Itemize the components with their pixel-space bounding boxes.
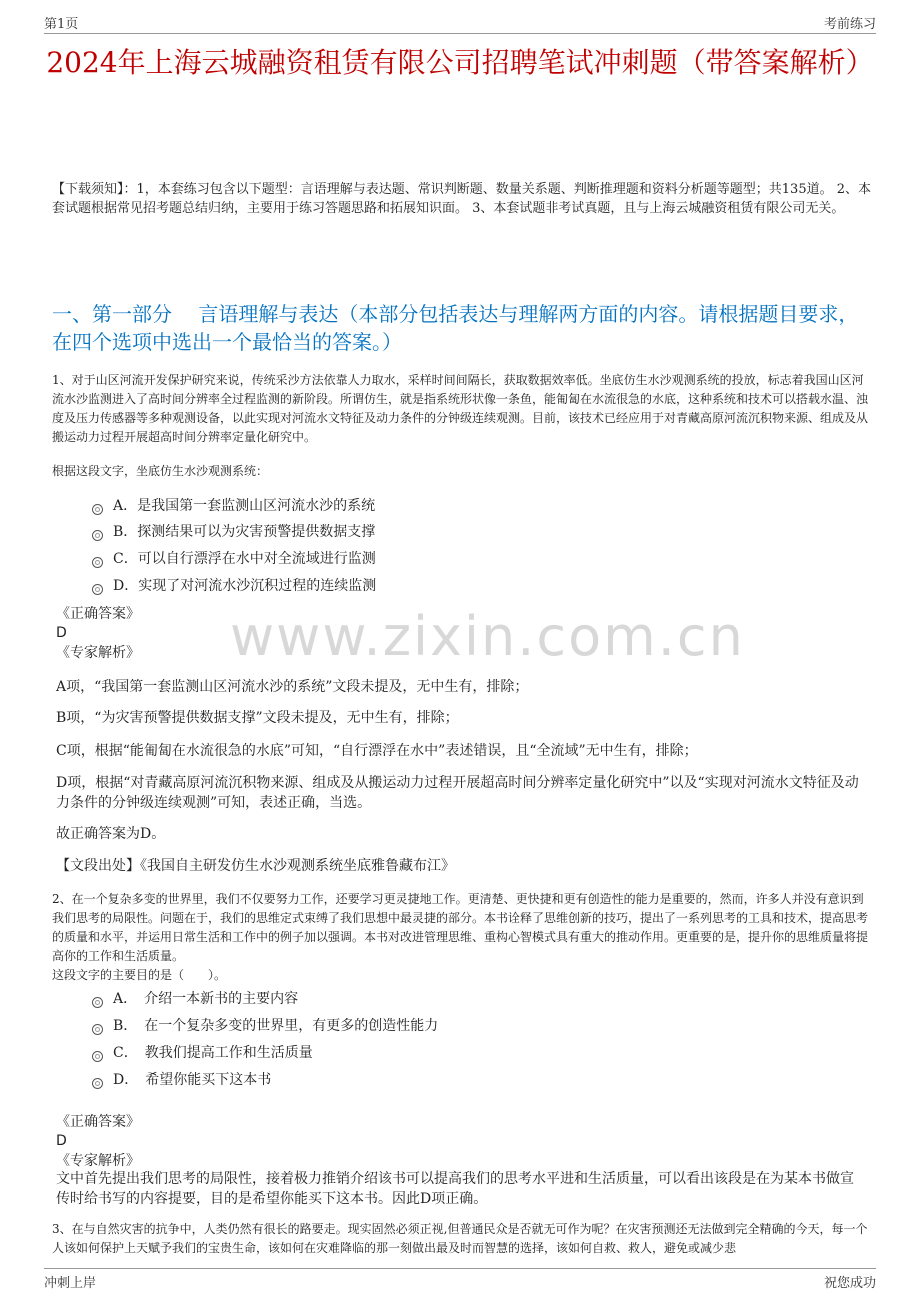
option-label: C． 教我们提高工作和生活质量 xyxy=(113,1045,313,1061)
question-3-stem: 3、在与自然灾害的抗争中，人类仍然有很长的路要走。现实固然必须正视,但普通民众是否就无可作为呢？在灾害预测还无法做到完全精确的今天，每一个人该如何保护上天赋予我们的宝贵生命，该如何在灾难降临的那一刻做出最及时而智慧的选择，该如何自救、救人，避免或减少悲 xyxy=(52,1222,868,1255)
question-1-option-b[interactable] xyxy=(92,522,375,542)
header-right-label: 考前练习 xyxy=(823,17,876,32)
option-label: B．探测结果可以为灾害预警提供数据支撑 xyxy=(113,524,376,540)
radio-icon[interactable] xyxy=(92,504,103,515)
section-heading: 一、第一部分 言语理解与表达（本部分包括表达与理解两方面的内容。请根据题目要求，在四个选项中选出一个最恰当的答案。） xyxy=(52,302,859,354)
answer-value: D xyxy=(56,625,67,641)
page-number: 第1页 xyxy=(44,17,79,32)
question-1-prompt: 根据这段文字，坐底仿生水沙观测系统： xyxy=(52,464,269,478)
option-label: D．实现了对河流水沙沉积过程的连续监测 xyxy=(113,578,377,594)
answer-value: D xyxy=(56,1133,67,1149)
analysis-conclusion: 故正确答案为D。 xyxy=(56,826,166,842)
analysis-line-b: B项，“为灾害预警提供数据支撑”文段未提及，无中生有，排除； xyxy=(56,710,459,726)
radio-icon[interactable] xyxy=(92,1078,103,1089)
analysis-line-a: A项，“我国第一套监测山区河流水沙的系统”文段未提及，无中生有，排除； xyxy=(56,679,529,695)
question-2-option-d[interactable] xyxy=(92,1070,271,1090)
radio-icon[interactable] xyxy=(92,584,103,595)
question-2-option-a[interactable] xyxy=(92,989,298,1009)
footer-divider xyxy=(44,1268,876,1269)
question-2-option-b[interactable] xyxy=(92,1016,438,1036)
document-title: 2024年上海云城融资租赁有限公司招聘笔试冲刺题（带答案解析） xyxy=(46,46,874,79)
option-label: C．可以自行漂浮在水中对全流域进行监测 xyxy=(113,551,376,567)
question-2-option-c[interactable] xyxy=(92,1043,313,1063)
radio-icon[interactable] xyxy=(92,1051,103,1062)
footer-right-label: 祝您成功 xyxy=(823,1276,876,1291)
radio-icon[interactable] xyxy=(92,1024,103,1035)
header-divider xyxy=(44,33,876,34)
analysis-label: 《专家解析》 xyxy=(56,645,140,661)
option-label: A． 介绍一本新书的主要内容 xyxy=(113,991,299,1007)
question-1-stem: 1、对于山区河流开发保护研究来说，传统采沙方法依靠人力取水，采样时间间隔长，获取数据效率低。坐底仿生水沙观测系统的投放，标志着我国山区河流水沙监测进入了高时间分辨率全过程监测的新阶段。所谓仿生，就是指系统形状像一条鱼，能匍匐在水流很急的水底，这种系统和技术可以搭载水温、浊度及压力传感器等多种观测设备，以此实现对河流水文特征及动力条件的分钟级连续观测。目前，该技术已经应用于对青藏高原河流沉积物来源、组成及从搬运动力过程开展超高时间分辨率定量化研究中。 xyxy=(52,373,869,444)
option-label: D． 希望你能买下这本书 xyxy=(113,1072,272,1088)
radio-icon[interactable] xyxy=(92,530,103,541)
question-1-option-c[interactable] xyxy=(92,549,376,569)
option-label: B． 在一个复杂多变的世界里，有更多的创造性能力 xyxy=(113,1018,439,1034)
download-notice: 【下载须知】：1，本套练习包含以下题型：言语理解与表达题、常识判断题、数量关系题、判断推理题和资料分析题等题型；共135道。 2、本套试题根据常见招考题总结归纳，主要用于练习答题思路和拓展知识面。 3、本套试题非考试真题，且与上海云城融资租赁有限公司无关。 xyxy=(52,182,871,216)
radio-icon[interactable] xyxy=(92,557,103,568)
question-2-stem: 2、在一个复杂多变的世界里，我们不仅要努力工作，还要学习更灵捷地工作。更清楚、更快捷和更有创造性的能力是重要的，然而，许多人并没有意识到我们思考的局限性。问题在于，我们的思维定式束缚了我们思想中最灵捷的部分。本书诠释了思维创新的技巧，提出了一系列思考的工具和技术，提高思考的质量和水平，并运用日常生活和工作中的例子加以强调。本书对改进管理思维、重构心智模式具有重大的推动作用。更重要的是，提升你的思维质量将提高你的工作和生活质量。 xyxy=(52,892,869,963)
option-label: A．是我国第一套监测山区河流水沙的系统 xyxy=(113,498,376,514)
question-1-option-d[interactable] xyxy=(92,576,376,596)
footer-left-label: 冲刺上岸 xyxy=(44,1276,97,1291)
radio-icon[interactable] xyxy=(92,997,103,1008)
question-2-analysis: 文中首先提出我们思考的局限性，接着极力推销介绍该书可以提高我们的思考水平进和生活质量，可以看出该段是在为某本书做宣传时给书写的内容提要，目的是希望你能买下这本书。因此D项正确。 xyxy=(56,1171,854,1207)
source-citation: 【文段出处】《我国自主研发仿生水沙观测系统坐底雅鲁藏布江》 xyxy=(56,858,455,874)
question-1-option-a[interactable] xyxy=(92,496,375,516)
analysis-label: 《专家解析》 xyxy=(56,1153,140,1169)
answer-label: 《正确答案》 xyxy=(56,1114,140,1130)
analysis-line-d: D项，根据“对青藏高原河流沉积物来源、组成及从搬运动力过程开展超高时间分辨率定量化研究中”以及“实现对河流水文特征及动力条件的分钟级连续观测”可知，表述正确，当选。 xyxy=(56,775,859,811)
question-2-prompt: 这段文字的主要目的是（ ）。 xyxy=(52,968,227,982)
answer-label: 《正确答案》 xyxy=(56,606,140,622)
watermark: www.zixin.com.cn xyxy=(230,605,745,668)
analysis-line-c: C项，根据“能匍匐在水流很急的水底”可知，“自行漂浮在水中”表述错误，且“全流域”无中生有，排除； xyxy=(56,743,698,759)
